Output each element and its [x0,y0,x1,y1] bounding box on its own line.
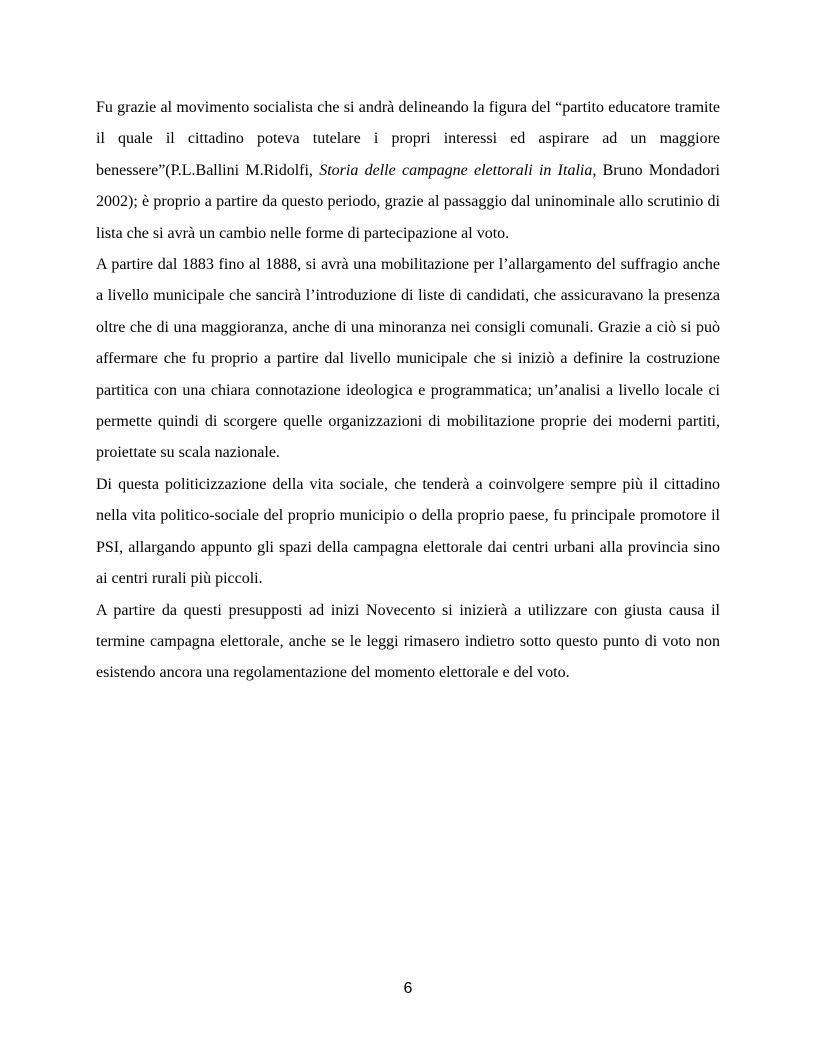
body-text [96,92,720,689]
paragraph-1-text-end: Bruno Mondadori 2002); è proprio a partire da questo periodo, grazie al passaggio dal uninominale allo scrutinio di lista che si avrà un cambio nelle forme di partecipazione al voto. [96,161,721,242]
paragraph-3: Di questa politicizzazione della vita sociale, che tenderà a coinvolgere sempre più il cittadino nella vita politico-sociale del proprio municipio o della proprio paese, fu principale promotore il PSI, allargando appunto gli spazi della campagna elettorale dai centri urbani alla provincia sino ai centri rurali più piccoli. [96,475,720,588]
paragraph-1-text-start: Fu grazie al movimento socialista che si andrà delineando la figura del “partito educatore tramite il quale il cittadino poteva tutelare i propri interessi ed aspirare ad un maggiore benessere”(P.L.Ballini M.Ridolfi, [96,99,720,179]
paragraph-4: A partire da questi presupposti ad inizi Novecento si inizierà a utilizzare con giusta causa il termine campagna elettorale, anche se le leggi rimasero indietro sotto questo punto di voto non esistendo ancora una regolamentazione del momento elettorale e del voto. [96,601,720,682]
book-title: Storia delle campagne elettorali in Italia, [319,161,597,179]
page-number: 6 [403,980,413,997]
paragraph-1 [96,92,720,249]
paragraph-2: A partire dal 1883 fino al 1888, si avrà una mobilitazione per l’allargamento del suffragio anche a livello municipale che sancirà l’introduzione di liste di candidati, che assicuravano la presenza oltre che di una maggioranza, anche di una minoranza nei consigli comunali. Grazie a ciò si può affermare che fu proprio a partire dal livello municipale che si iniziò a definire la costruzione partitica con una chiara connotazione ideologica e programmatica; un’analisi a livello locale ci permette quindi di scorgere quelle organizzazioni di mobilitazione proprie dei moderni partiti, proiettate su scala nazionale. [96,256,720,462]
